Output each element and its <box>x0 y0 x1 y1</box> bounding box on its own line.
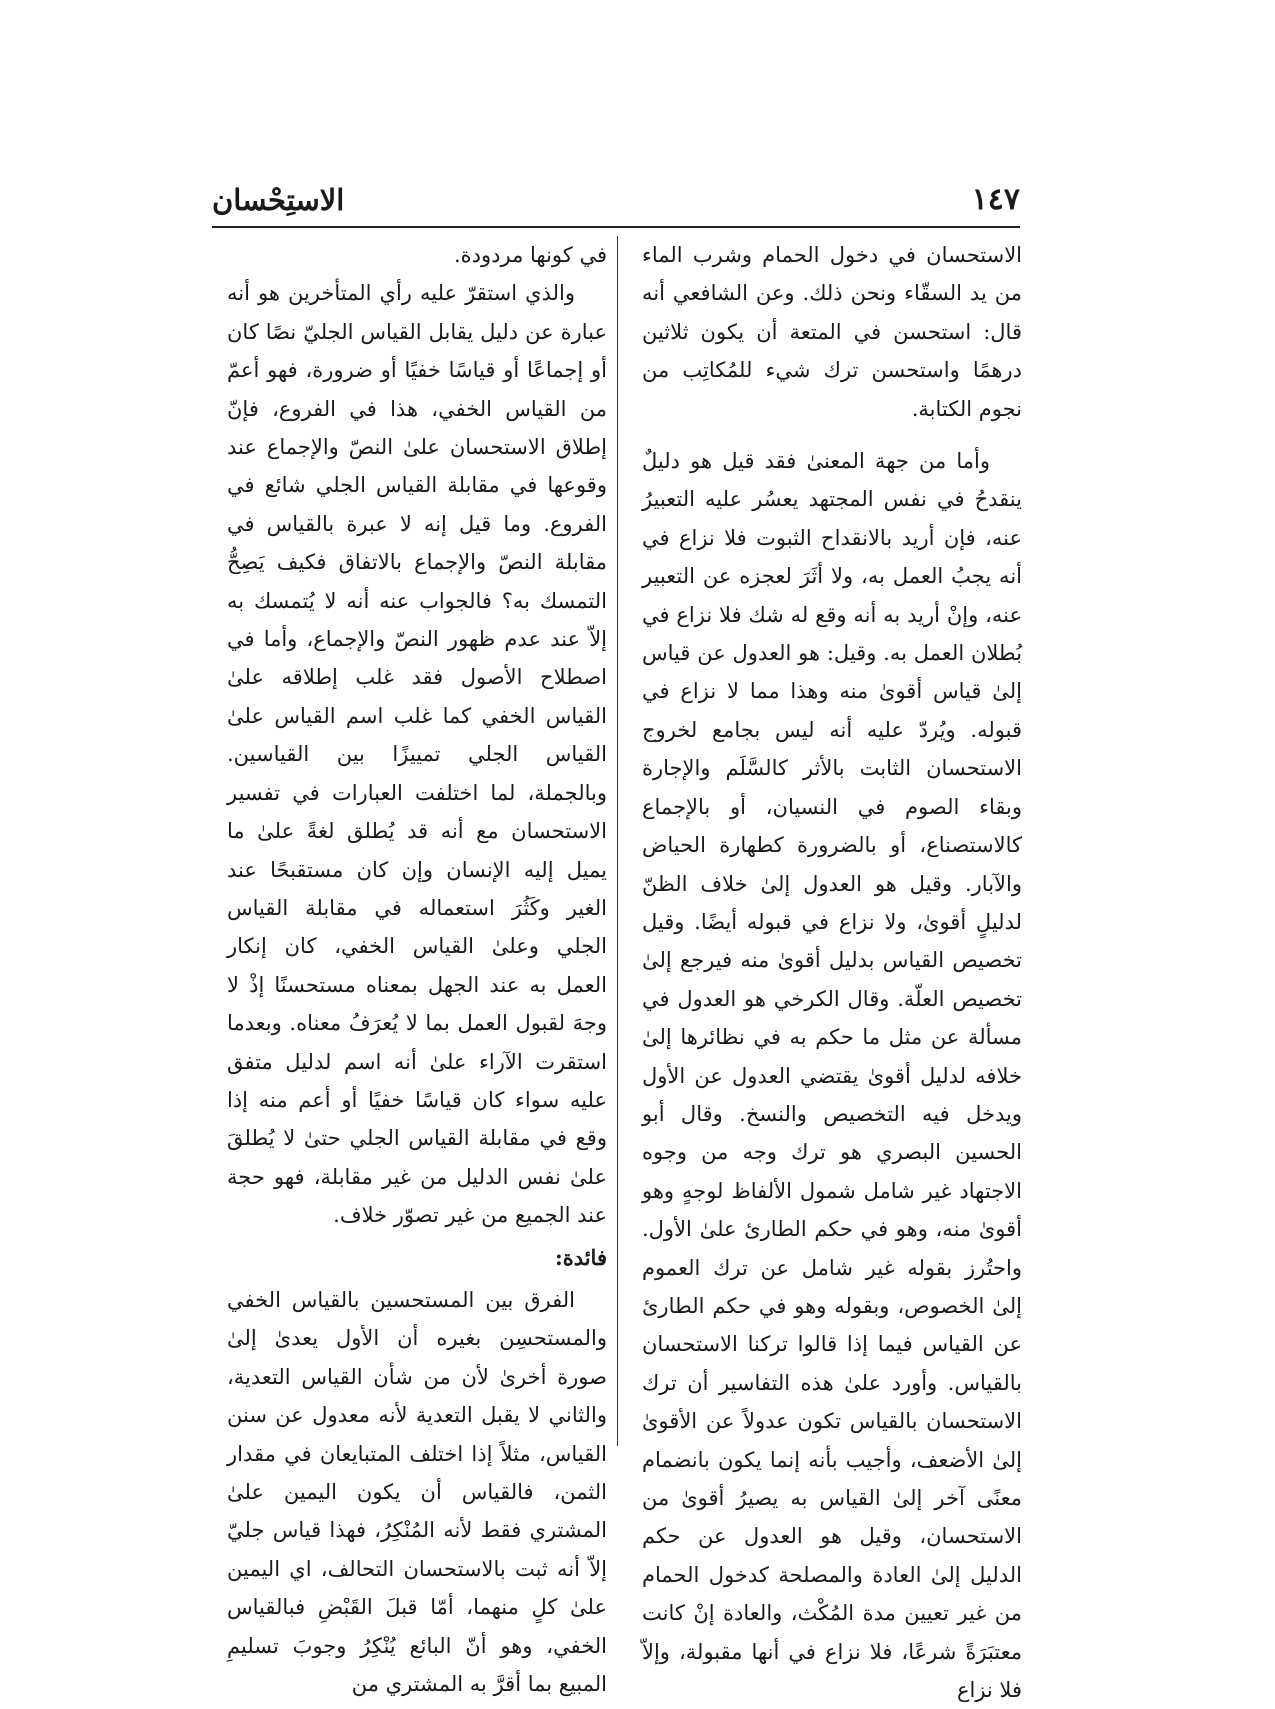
page-header <box>212 178 1020 222</box>
header-rule <box>212 226 1020 228</box>
page-number: ١٤٧ <box>971 182 1020 217</box>
section-subheading: فائدة: <box>554 1244 607 1270</box>
left-column <box>227 236 607 1697</box>
left-paragraph-2: والذي استقرّ عليه رأي المتأخرين هو أنه عبارة عن دليل يقابل القياس الجليّ نصًا كان أو إجماعًا أو قياسًا خفيًا أو ضرورة، فهو أعمّ من القياس الخفي، هذا في الفروع، فإنّ إطلاق الاستحسان علىٰ النصّ والإجماع عند وقوعها في مقابلة القياس الجلي شائع في الفروع. وما قيل إنه لا عبرة بالقياس في مقابلة النصّ والإجماع بالاتفاق فكيف يَصِحُّ التمسك به؟ فالجواب عنه أنه لا يُتمسك به إلاّ عند عدم ظهور النصّ والإجماع، وأما في اصطلاح الأصول فقد غلب إطلاقه علىٰ القياس الخفي كما غلب اسم القياس علىٰ القياس الجلي تمييزًا بين القياسين. وبالجملة، لما اختلفت العبارات في تفسير الاستحسان مع أنه قد يُطلق لغةً علىٰ ما يميل إليه الإنسان وإن كان مستقبحًا عند الغير وكَثُرَ استعماله في مقابلة القياس الجلي وعلىٰ القياس الخفي، كان إنكار العمل به عند الجهل بمعناه مستحسنًا إذْ لا وجهَ لقبول العمل بما لا يُعرَفُ معناه. وبعدما استقرت الآراء علىٰ أنه اسم لدليل متفق عليه سواء كان قياسًا خفيًا أو أعم منه إذا وقع في مقابلة القياس الجلي حتىٰ لا يُطلقَ علىٰ نفس الدليل من غير مقابلة، فهو حجة عند الجميع من غير تصوّر خلاف. <box>227 281 607 1228</box>
right-paragraph-2: وأما من جهة المعنىٰ فقد قيل هو دليلٌ ينقدحُ في نفس المجتهد يعسُر عليه التعبيرُ عنه، فإن أريد بالانقداح الثبوت فلا نزاع في أنه يجبُ العمل به، ولا أثَرَ لعجزه عن التعبير عنه، وإنْ أريد به أنه وقع له شك فلا نزاع في بُطلان العمل به. وقيل: هو العدول عن قياس إلىٰ قياس أقوىٰ منه وهذا مما لا نزاع في قبوله. ويُردّ عليه أنه ليس بجامع لخروج الاستحسان الثابت بالأثر كالسَّلَم والإجارة وبقاء الصوم في النسيان، أو بالإجماع كالاستصناع، أو بالضرورة كطهارة الحياض والآبار. وقيل هو العدول إلىٰ خلاف الظنّ لدليلٍ أقوىٰ، ولا نزاع في قبوله أيضًا. وقيل تخصيص القياس بدليل أقوىٰ منه فيرجع إلىٰ تخصيص العلّة. وقال الكرخي هو العدول في مسألة عن مثل ما حكم به في نظائرها إلىٰ خلافه لدليل أقوىٰ يقتضي العدول عن الأول ويدخل فيه التخصيص والنسخ. وقال أبو الحسين البصري هو ترك وجه من وجوه الاجتهاد غير شامل شمول الألفاظ لوجهٍ وهو أقوىٰ منه، وهو في حكم الطارئ علىٰ الأول. واحتُرز بقوله غير شامل عن ترك العموم إلىٰ الخصوص، وبقوله وهو في حكم الطارئ عن القياس فيما إذا قالوا تركنا الاستحسان بالقياس. وأورد علىٰ هذه التفاسير أن ترك الاستحسان بالقياس تكون عدولاً عن الأقوىٰ إلىٰ الأضعف، وأجيب بأنه إنما يكون بانضمام معنًى آخر إلىٰ القياس به يصيرُ أقوىٰ من الاستحسان، وقيل هو العدول عن حكم الدليل إلىٰ العادة والمصلحة كدخول الحمام من غير تعيين مدة المُكْث، والعادة إنْ كانت معتبَرَةً شرعًا، فلا نزاع في أنها مقبولة، وإلاّ فلا نزاع <box>642 449 1022 1703</box>
running-title: الاستِحْسان <box>212 183 345 217</box>
right-column <box>642 236 1022 1703</box>
left-paragraph-1: في كونها مردودة. <box>453 243 607 267</box>
column-divider <box>617 236 618 1446</box>
right-paragraph-1: الاستحسان في دخول الحمام وشرب الماء من يد السقّاء ونحن ذلك. وعن الشافعي أنه قال: استحسن في المتعة أن يكون ثلاثين درهمًا واستحسن ترك شيء للمُكاتِب من نجوم الكتابة. <box>642 243 1022 421</box>
left-paragraph-3: الفرق بين المستحسين بالقياس الخفي والمستحسِن بغيره أن الأول يعدىٰ إلىٰ صورة أخرىٰ لأن من شأن القياس التعدية، والثاني لا يقبل التعدية لأنه معدول عن سنن القياس، مثلاً إذا اختلف المتبايعان في مقدار الثمن، فالقياس أن يكون اليمين علىٰ المشتري فقط لأنه المُنْكِرُ، فهذا قياس جليّ إلاّ أنه ثبت بالاستحسان التحالف، اي اليمين علىٰ كلٍ منهما، أمّا قبلَ القَبْضِ فبالقياس الخفي، وهو أنّ البائع يُنْكِرُ وجوبَ تسليمِ المبيع بما أقرَّ به المشتري من <box>227 1287 607 1697</box>
